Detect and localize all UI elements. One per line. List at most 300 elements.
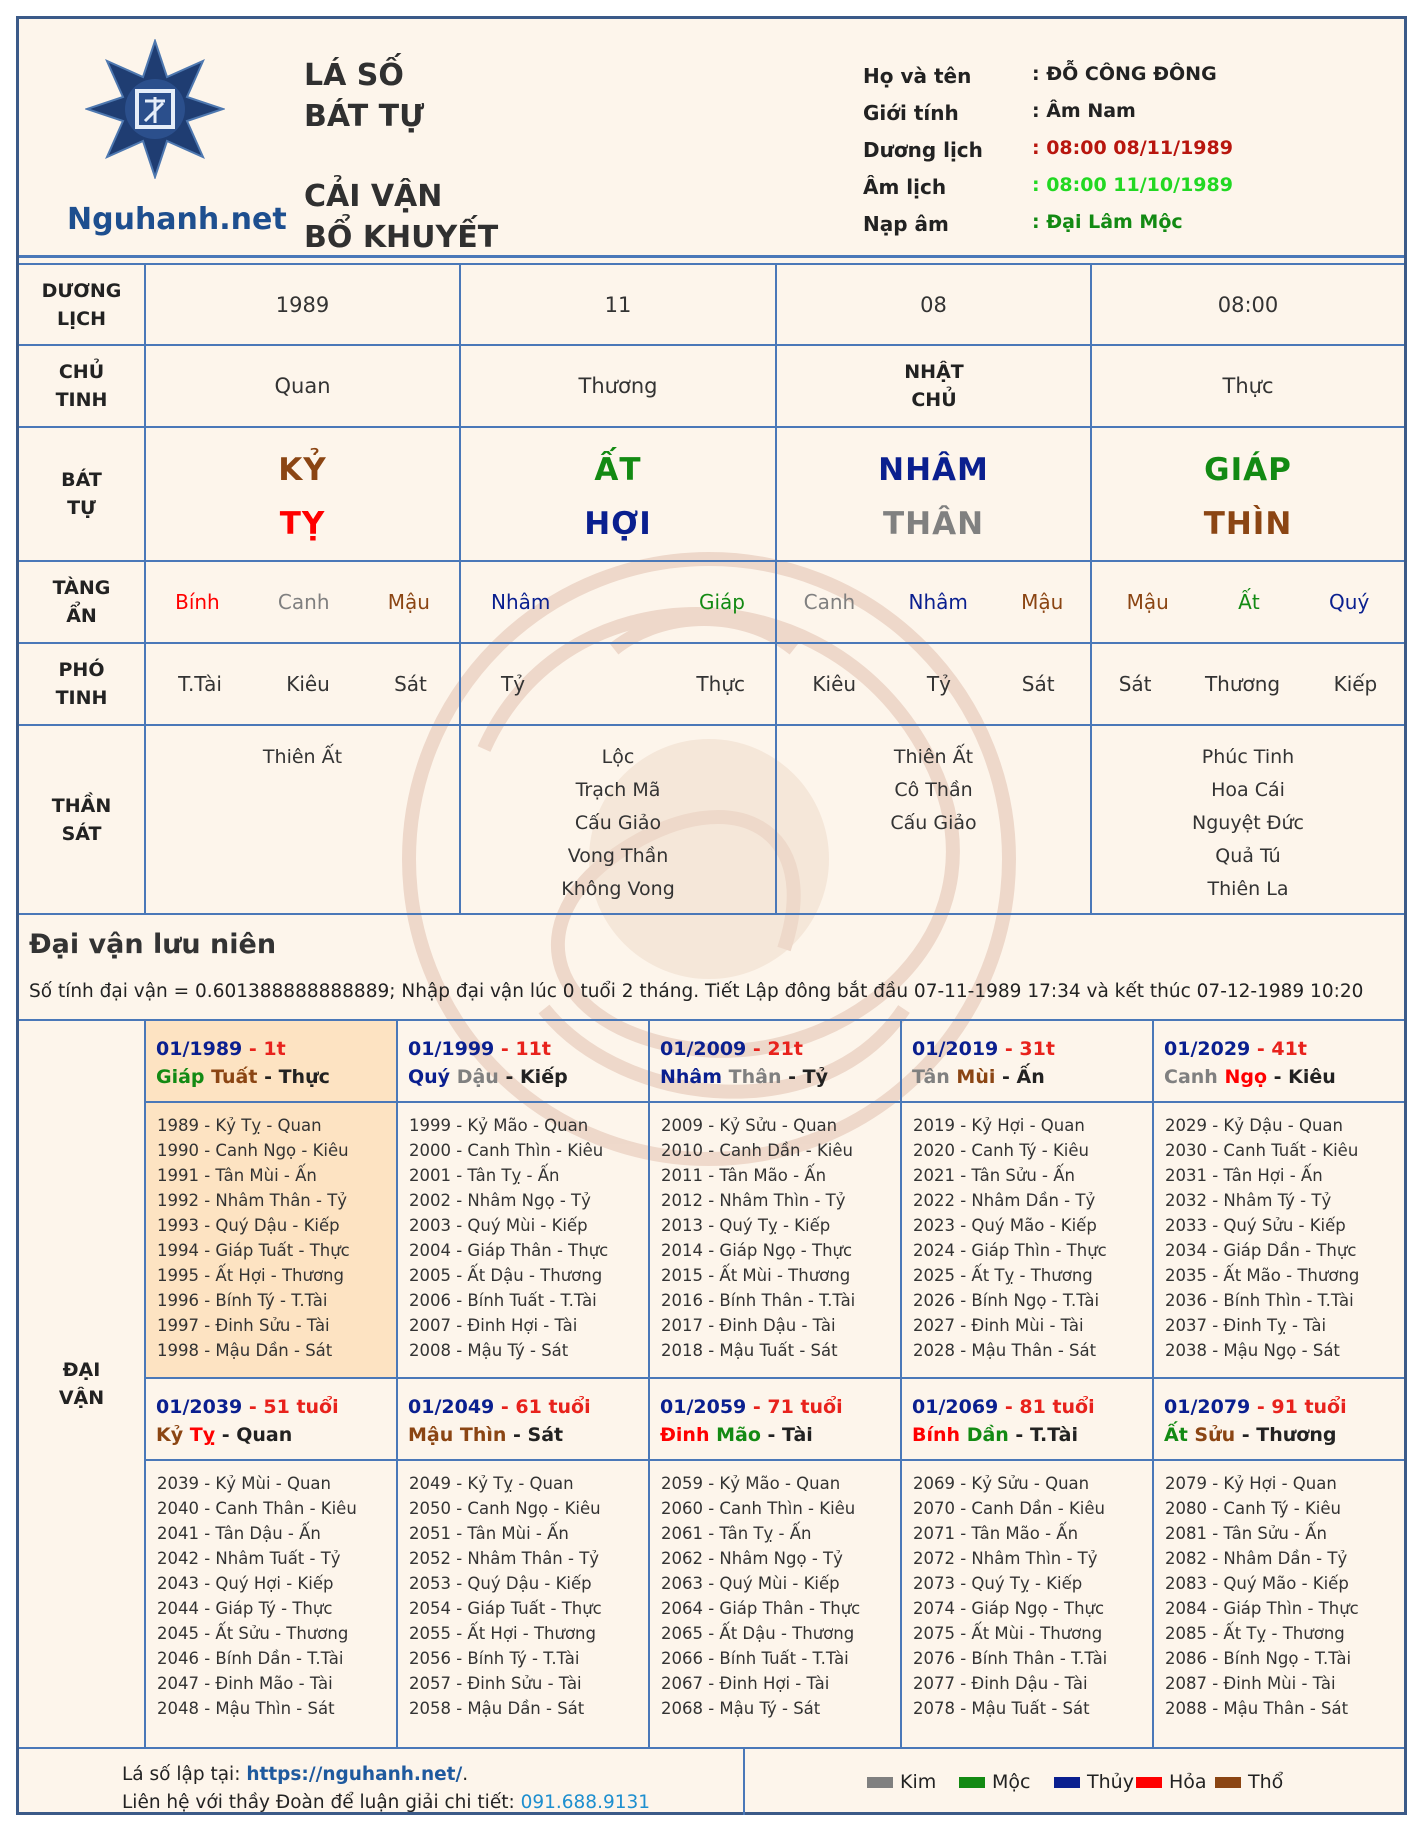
period-chi: Thân: [728, 1066, 782, 1088]
legend-tho: [1215, 1771, 1283, 1793]
dai-van-year-list: [146, 1471, 396, 1721]
year-row: 2028 - Mậu Thân - Sát: [913, 1341, 1097, 1360]
year-row: 1994 - Giáp Tuất - Thực: [157, 1241, 350, 1260]
period-date: 01/1989: [156, 1038, 243, 1060]
info-label-name: Họ và tên: [863, 64, 972, 88]
than-sat-item: Nguyệt Đức: [1192, 812, 1304, 834]
divider: [1152, 1021, 1154, 1747]
than-sat-item: Vong Thần: [567, 845, 669, 867]
pho-tinh-item: Kiếp: [1333, 672, 1378, 696]
year-row: 2067 - Đinh Hợi - Tài: [661, 1674, 830, 1693]
chu-tinh-month: Thương: [578, 374, 658, 398]
tang-an-item: Nhâm: [491, 590, 551, 614]
year-row: 2001 - Tân Tỵ - Ấn: [409, 1166, 560, 1185]
period-chi: Mùi: [956, 1066, 996, 1088]
period-chi: Ngọ: [1224, 1066, 1268, 1088]
period-date: 01/2039: [156, 1396, 243, 1418]
legend-label: Kim: [900, 1771, 937, 1793]
year-row: 2000 - Canh Thìn - Kiêu: [409, 1141, 604, 1160]
period-date-line: [156, 1035, 396, 1063]
year-row: 2035 - Ất Mão - Thương: [1165, 1266, 1360, 1285]
dai-van-note: Số tính đại vận = 0.601388888888889; Nhập đại vận lúc 0 tuổi 2 tháng. Tiết Lập đông bắt đầu 07-11-1989 17:34 và kết thúc 07-12-1989 10:20: [29, 981, 1364, 1002]
year-row: 2070 - Canh Dần - Kiêu: [913, 1499, 1105, 1518]
period-can: Ất: [1164, 1424, 1188, 1446]
period-chi: Sửu: [1194, 1424, 1236, 1446]
year-row: 2014 - Giáp Ngọ - Thực: [661, 1241, 853, 1260]
year-row: 2069 - Kỷ Sửu - Quan: [913, 1474, 1090, 1493]
than-sat-item: Hoa Cái: [1211, 779, 1285, 801]
hoa-swatch-icon: [1136, 1777, 1162, 1788]
year-row: 2003 - Quý Mùi - Kiếp: [409, 1216, 588, 1235]
dai-van-period-header: [146, 1393, 396, 1449]
year-row: 2031 - Tân Hợi - Ấn: [1165, 1166, 1323, 1185]
period-date: 01/2029: [1164, 1038, 1251, 1060]
period-pillar-line: Giáp Tuất - Thực: [156, 1066, 330, 1088]
than-sat-item: Quả Tú: [1215, 845, 1281, 867]
year-row: 2042 - Nhâm Tuất - Tỷ: [157, 1549, 341, 1568]
pho-tinh-item: Thực: [696, 672, 745, 696]
period-date-line: [660, 1393, 900, 1421]
pho-tinh-item: Sát: [1118, 672, 1152, 696]
pho-tinh-item: Sát: [394, 672, 427, 696]
tang-an-month: [461, 562, 775, 642]
separator: -: [998, 1396, 1020, 1418]
info-value-gender: : Âm Nam: [1032, 100, 1136, 122]
footer-contact: Liên hệ với thầy Đoàn để luận giải chi tiết:: [122, 1792, 521, 1813]
year-row: 2064 - Giáp Thân - Thực: [661, 1599, 861, 1618]
year-row: 2030 - Canh Tuất - Kiêu: [1165, 1141, 1359, 1160]
year-row: 2083 - Quý Mão - Kiếp: [1165, 1574, 1349, 1593]
chi-hour: THÌN: [1203, 506, 1293, 542]
solar-hour: 08:00: [1217, 292, 1279, 317]
year-row: 2073 - Quý Tỵ - Kiếp: [913, 1574, 1083, 1593]
info-value-name: : ĐỖ CÔNG ĐÔNG: [1032, 63, 1217, 85]
year-row: 2088 - Mậu Thân - Sát: [1165, 1699, 1349, 1718]
info-value-solar: : 08:00 08/11/1989: [1032, 137, 1233, 159]
legend-label: Thổ: [1248, 1771, 1284, 1793]
period-date: 01/2059: [660, 1396, 747, 1418]
period-pillar-line: Kỷ Tỵ - Quan: [156, 1424, 293, 1446]
title-line-1: LÁ SỐ: [304, 58, 404, 93]
tang-an-item: Mậu: [1021, 590, 1064, 614]
tang-an-year: [146, 562, 459, 642]
divider: [396, 1021, 398, 1747]
separator: -: [1250, 1396, 1272, 1418]
than-sat-item: Trạch Mã: [575, 779, 661, 801]
than-sat-item: Thiên Ất: [262, 746, 343, 768]
year-row: 2080 - Canh Tý - Kiêu: [1165, 1499, 1341, 1518]
year-row: 2024 - Giáp Thìn - Thực: [913, 1241, 1107, 1260]
year-row: 2007 - Đinh Hợi - Tài: [409, 1316, 578, 1335]
year-row: 2006 - Bính Tuất - T.Tài: [409, 1291, 597, 1310]
tang-an-item: Canh: [277, 590, 330, 614]
row-label-than-sat: THẦN SÁT: [51, 794, 112, 845]
year-row: 1998 - Mậu Dần - Sát: [157, 1341, 333, 1360]
divider: [743, 1749, 745, 1815]
year-row: 2036 - Bính Thìn - T.Tài: [1165, 1291, 1354, 1310]
pho-tinh-item: Tỷ: [926, 672, 951, 696]
divider: [900, 1021, 902, 1747]
row-label-chu-tinh: CHỦ TINH: [55, 361, 108, 411]
can-hour: GIÁP: [1204, 452, 1292, 488]
dai-van-period-header: [902, 1035, 1152, 1091]
dai-van-period-header: [398, 1393, 648, 1449]
period-date-line: [912, 1035, 1152, 1063]
chart-sheet: [16, 16, 1407, 1815]
year-row: 2056 - Bính Tý - T.Tài: [409, 1649, 580, 1668]
kim-swatch-icon: [867, 1777, 893, 1788]
legend-thuy: [1054, 1771, 1134, 1793]
legend-moc: [959, 1771, 1030, 1793]
year-row: 2041 - Tân Dậu - Ấn: [157, 1524, 321, 1543]
dai-van-year-list: [1154, 1471, 1404, 1721]
info-value-napam: : Đại Lâm Mộc: [1032, 211, 1183, 233]
row-label-tang-an: TÀNG ẨN: [52, 577, 111, 627]
period-chi: Dậu: [456, 1066, 499, 1088]
year-row: 2065 - Ất Dậu - Thương: [661, 1624, 855, 1643]
period-pillar-line: Đinh Mão - Tài: [660, 1424, 813, 1446]
year-row: 2025 - Ất Tỵ - Thương: [913, 1266, 1093, 1285]
pho-tinh-item: Tỷ: [501, 672, 526, 696]
tang-an-day: [777, 562, 1090, 642]
period-age: 61 tuổi: [515, 1396, 591, 1418]
can-year: KỶ: [278, 452, 327, 488]
year-row: 2029 - Kỷ Dậu - Quan: [1165, 1116, 1343, 1135]
tang-an-item: Quý: [1329, 590, 1370, 614]
year-row: 2012 - Nhâm Thìn - Tỷ: [661, 1191, 846, 1210]
separator: -: [746, 1396, 768, 1418]
solar-month: 11: [604, 292, 632, 317]
year-row: 2071 - Tân Mão - Ấn: [913, 1524, 1079, 1543]
year-row: 2037 - Đinh Tỵ - Tài: [1165, 1316, 1327, 1335]
chu-tinh-year: Quan: [274, 374, 331, 398]
period-can: Quý: [408, 1066, 451, 1088]
period-date: 01/1999: [408, 1038, 495, 1060]
year-row: 2074 - Giáp Ngọ - Thực: [913, 1599, 1105, 1618]
period-pillar-line: Canh Ngọ - Kiêu: [1164, 1066, 1336, 1088]
year-row: 2075 - Ất Mùi - Thương: [913, 1624, 1103, 1643]
year-row: 2063 - Quý Mùi - Kiếp: [661, 1574, 840, 1593]
year-row: 2068 - Mậu Tý - Sát: [661, 1699, 821, 1718]
title-line-4: BỔ KHUYẾT: [304, 220, 499, 255]
year-row: 1996 - Bính Tý - T.Tài: [157, 1291, 328, 1310]
year-row: 2039 - Kỷ Mùi - Quan: [157, 1474, 331, 1493]
period-date-line: [1164, 1393, 1404, 1421]
period-can: Giáp: [156, 1066, 205, 1088]
than-sat-hour: [1092, 741, 1404, 906]
tang-an-hour: [1092, 562, 1404, 642]
period-star: Sát: [527, 1424, 564, 1446]
year-row: 2072 - Nhâm Thìn - Tỷ: [913, 1549, 1098, 1568]
period-can: Đinh: [660, 1424, 710, 1446]
than-sat-item: Lộc: [601, 746, 635, 768]
year-row: 2082 - Nhâm Dần - Tỷ: [1165, 1549, 1348, 1568]
period-star: Quan: [236, 1424, 293, 1446]
year-row: 2079 - Kỷ Hợi - Quan: [1165, 1474, 1337, 1493]
can-month: ẤT: [594, 452, 642, 488]
period-date-line: [156, 1393, 396, 1421]
dai-van-period-header: [398, 1035, 648, 1091]
year-row: 2086 - Bính Ngọ - T.Tài: [1165, 1649, 1352, 1668]
period-date: 01/2009: [660, 1038, 747, 1060]
period-age: 51 tuổi: [263, 1396, 339, 1418]
than-sat-item: Cấu Giảo: [574, 812, 662, 834]
divider: [19, 1747, 1404, 1749]
year-row: 2043 - Quý Hợi - Kiếp: [157, 1574, 334, 1593]
year-row: 2004 - Giáp Thân - Thực: [409, 1241, 609, 1260]
year-row: 2010 - Canh Dần - Kiêu: [661, 1141, 853, 1160]
year-row: 2040 - Canh Thân - Kiêu: [157, 1499, 357, 1518]
year-row: 2054 - Giáp Tuất - Thực: [409, 1599, 602, 1618]
dai-van-year-list: [1154, 1113, 1404, 1363]
chi-month: HỢI: [584, 506, 652, 542]
separator: -: [494, 1396, 516, 1418]
dai-van-year-list: [398, 1471, 648, 1721]
row-label-pho-tinh: PHÓ TINH: [55, 659, 108, 709]
year-row: 1992 - Nhâm Thân - Tỷ: [157, 1191, 348, 1210]
info-label-solar: Dương lịch: [863, 138, 983, 162]
period-date-line: [408, 1393, 648, 1421]
dai-van-year-list: [650, 1471, 900, 1721]
period-age: 1t: [263, 1038, 286, 1060]
tang-an-item: Giáp: [698, 590, 745, 614]
period-chi: Tỵ: [189, 1424, 216, 1446]
period-date-line: [408, 1035, 648, 1063]
year-row: 2066 - Bính Tuất - T.Tài: [661, 1649, 849, 1668]
year-row: 2045 - Ất Sửu - Thương: [157, 1624, 349, 1643]
year-row: 2053 - Quý Dậu - Kiếp: [409, 1574, 592, 1593]
thuy-swatch-icon: [1054, 1777, 1080, 1788]
phone-number[interactable]: 091.688.9131: [520, 1792, 651, 1813]
year-row: 2059 - Kỷ Mão - Quan: [661, 1474, 841, 1493]
tang-an-item: Mậu: [387, 590, 430, 614]
dai-van-period-header: [146, 1035, 396, 1091]
period-can: Canh: [1164, 1066, 1218, 1088]
year-row: 2044 - Giáp Tý - Thực: [157, 1599, 333, 1618]
separator: -: [1250, 1038, 1272, 1060]
year-row: 2081 - Tân Sửu - Ấn: [1165, 1524, 1327, 1543]
divider: [144, 1019, 146, 1747]
pho-tinh-month: [461, 644, 775, 724]
site-logo-text: Nguhanh.net: [67, 202, 287, 237]
dai-van-period-header: [650, 1393, 900, 1449]
than-sat-year: [146, 741, 459, 774]
year-row: 2049 - Kỷ Tỵ - Quan: [409, 1474, 574, 1493]
year-row: 1999 - Kỷ Mão - Quan: [409, 1116, 589, 1135]
period-star: Tài: [782, 1424, 813, 1446]
pho-tinh-day: [777, 644, 1090, 724]
year-row: 2022 - Nhâm Dần - Tỷ: [913, 1191, 1096, 1210]
year-row: 2048 - Mậu Thìn - Sát: [157, 1699, 335, 1718]
period-chi: Dần: [966, 1424, 1009, 1446]
separator: -: [242, 1396, 264, 1418]
row-label-bat-tu: BÁT TỰ: [61, 469, 102, 519]
than-sat-item: Cấu Giảo: [890, 812, 977, 834]
year-row: 1990 - Canh Ngọ - Kiêu: [157, 1141, 349, 1160]
legend-label: Mộc: [992, 1771, 1031, 1793]
info-value-lunar: : 08:00 11/10/1989: [1032, 174, 1233, 196]
can-day: NHÂM: [878, 452, 989, 488]
period-pillar-line: Mậu Thìn - Sát: [408, 1424, 564, 1446]
period-pillar-line: Bính Dần - T.Tài: [912, 1424, 1079, 1446]
footer-suffix: .: [462, 1764, 469, 1785]
dai-van-period-header: [1154, 1035, 1404, 1091]
year-row: 2002 - Nhâm Ngọ - Tỷ: [409, 1191, 591, 1210]
year-row: 2061 - Tân Tỵ - Ấn: [661, 1524, 812, 1543]
period-age: 81 tuổi: [1019, 1396, 1095, 1418]
separator: -: [746, 1038, 768, 1060]
than-sat-month: [461, 741, 775, 906]
info-label-napam: Nạp âm: [863, 212, 949, 236]
dai-van-period-header: [1154, 1393, 1404, 1449]
divider: [146, 1459, 1404, 1461]
period-star: Tỷ: [802, 1066, 828, 1088]
year-row: 2087 - Đinh Mùi - Tài: [1165, 1674, 1336, 1693]
year-row: 1991 - Tân Mùi - Ấn: [157, 1166, 317, 1185]
chi-year: TỴ: [279, 506, 326, 542]
year-row: 2051 - Tân Mùi - Ấn: [409, 1524, 569, 1543]
period-age: 91 tuổi: [1271, 1396, 1347, 1418]
than-sat-item: Không Vong: [561, 878, 675, 900]
year-row: 2013 - Quý Tỵ - Kiếp: [661, 1216, 831, 1235]
year-row: 2009 - Kỷ Sửu - Quan: [661, 1116, 838, 1135]
period-date: 01/2079: [1164, 1396, 1251, 1418]
period-pillar-line: Quý Dậu - Kiếp: [408, 1066, 568, 1088]
period-star: Kiếp: [519, 1066, 568, 1088]
pho-tinh-item: Kiêu: [812, 672, 857, 696]
year-row: 2047 - Đinh Mão - Tài: [157, 1674, 333, 1693]
year-row: 2038 - Mậu Ngọ - Sát: [1165, 1341, 1340, 1360]
period-can: Bính: [912, 1424, 961, 1446]
year-row: 2021 - Tân Sửu - Ấn: [913, 1166, 1075, 1185]
footer-line-2: [122, 1792, 650, 1813]
year-row: 2057 - Đinh Sửu - Tài: [409, 1674, 582, 1693]
period-date: 01/2019: [912, 1038, 999, 1060]
year-row: 2020 - Canh Tý - Kiêu: [913, 1141, 1089, 1160]
separator: -: [494, 1038, 516, 1060]
period-pillar-line: Nhâm Thân - Tỷ: [660, 1066, 828, 1088]
divider: [19, 913, 1404, 915]
year-row: 2060 - Canh Thìn - Kiêu: [661, 1499, 856, 1518]
period-star: Thương: [1256, 1424, 1337, 1446]
year-row: 2055 - Ất Hợi - Thương: [409, 1624, 596, 1643]
year-row: 2062 - Nhâm Ngọ - Tỷ: [661, 1549, 843, 1568]
year-row: 1989 - Kỷ Tỵ - Quan: [157, 1116, 322, 1135]
dai-van-year-list: [902, 1471, 1152, 1721]
period-chi: Tuất: [211, 1066, 258, 1088]
dai-van-side-label: ĐẠI VẬN: [58, 1359, 105, 1409]
year-row: 2011 - Tân Mão - Ấn: [661, 1166, 827, 1185]
year-row: 2005 - Ất Dậu - Thương: [409, 1266, 603, 1285]
year-row: 2076 - Bính Thân - T.Tài: [913, 1649, 1108, 1668]
year-row: 1993 - Quý Dậu - Kiếp: [157, 1216, 340, 1235]
period-age: 71 tuổi: [767, 1396, 843, 1418]
legend-label: Hỏa: [1169, 1771, 1207, 1793]
tang-an-item: Bính: [175, 590, 220, 614]
period-star: Kiêu: [1288, 1066, 1336, 1088]
divider: [648, 1021, 650, 1747]
tang-an-item: Ất: [1238, 590, 1260, 614]
period-date-line: [1164, 1035, 1404, 1063]
site-link[interactable]: https://nguhanh.net/: [246, 1764, 463, 1785]
period-chi: Thìn: [459, 1424, 507, 1446]
year-row: 2027 - Đinh Mùi - Tài: [913, 1316, 1084, 1335]
year-row: 2026 - Bính Ngọ - T.Tài: [913, 1291, 1100, 1310]
dai-van-period-header: [650, 1035, 900, 1091]
than-sat-item: Thiên Ất: [893, 746, 974, 768]
footer-line-1: [122, 1764, 468, 1785]
than-sat-day: [777, 741, 1090, 840]
period-chi: Mão: [716, 1424, 761, 1446]
period-date: 01/2049: [408, 1396, 495, 1418]
period-age: 11t: [515, 1038, 551, 1060]
tang-an-item: Canh: [803, 590, 856, 614]
dai-van-year-list: [146, 1113, 396, 1363]
pho-tinh-item: Sát: [1021, 672, 1055, 696]
logo-star-icon: [85, 39, 225, 179]
period-date: 01/2069: [912, 1396, 999, 1418]
dai-van-period-header: [902, 1393, 1152, 1449]
year-row: 1997 - Đinh Sửu - Tài: [157, 1316, 330, 1335]
year-row: 2033 - Quý Sửu - Kiếp: [1165, 1216, 1346, 1235]
period-star: Thực: [278, 1066, 330, 1088]
period-star: T.Tài: [1029, 1424, 1079, 1446]
pho-tinh-hour: [1092, 644, 1404, 724]
period-can: Kỷ: [156, 1424, 184, 1446]
than-sat-item: Phúc Tinh: [1201, 746, 1295, 768]
year-row: 2052 - Nhâm Thân - Tỷ: [409, 1549, 600, 1568]
pho-tinh-item: Thương: [1204, 672, 1281, 696]
info-label-gender: Giới tính: [863, 101, 959, 125]
year-row: 2034 - Giáp Dần - Thực: [1165, 1241, 1357, 1260]
year-row: 2018 - Mậu Tuất - Sát: [661, 1341, 838, 1360]
than-sat-item: Cô Thần: [894, 779, 973, 801]
divider: [19, 255, 1404, 258]
year-row: 1995 - Ất Hợi - Thương: [157, 1266, 344, 1285]
pho-tinh-year: [146, 644, 459, 724]
chu-tinh-hour: Thực: [1222, 374, 1274, 398]
year-row: 2046 - Bính Dần - T.Tài: [157, 1649, 344, 1668]
than-sat-item: Thiên La: [1207, 878, 1289, 900]
period-date-line: [660, 1035, 900, 1063]
year-row: 2019 - Kỷ Hợi - Quan: [913, 1116, 1085, 1135]
divider: [19, 426, 1404, 428]
dai-van-year-list: [902, 1113, 1152, 1363]
separator: -: [998, 1038, 1020, 1060]
title-line-3: CẢI VẬN: [304, 179, 443, 214]
dai-van-year-list: [650, 1113, 900, 1363]
period-can: Mậu: [408, 1424, 454, 1446]
solar-year: 1989: [275, 292, 330, 317]
dai-van-year-list: [398, 1113, 648, 1363]
divider: [146, 1377, 1404, 1379]
year-row: 2023 - Quý Mão - Kiếp: [913, 1216, 1097, 1235]
year-row: 2015 - Ất Mùi - Thương: [661, 1266, 851, 1285]
moc-swatch-icon: [959, 1777, 985, 1788]
period-age: 31t: [1019, 1038, 1055, 1060]
chi-day: THÂN: [882, 506, 985, 542]
footer-prefix: Lá số lập tại:: [122, 1764, 247, 1785]
solar-day: 08: [920, 292, 947, 317]
pho-tinh-item: Kiêu: [286, 672, 330, 696]
period-pillar-line: Ất Sửu - Thương: [1164, 1424, 1337, 1446]
year-row: 2084 - Giáp Thìn - Thực: [1165, 1599, 1359, 1618]
tang-an-item: Mậu: [1126, 590, 1169, 614]
year-row: 2085 - Ất Tỵ - Thương: [1165, 1624, 1345, 1643]
year-row: 2078 - Mậu Tuất - Sát: [913, 1699, 1090, 1718]
legend-kim: [867, 1771, 936, 1793]
year-row: 2050 - Canh Ngọ - Kiêu: [409, 1499, 601, 1518]
